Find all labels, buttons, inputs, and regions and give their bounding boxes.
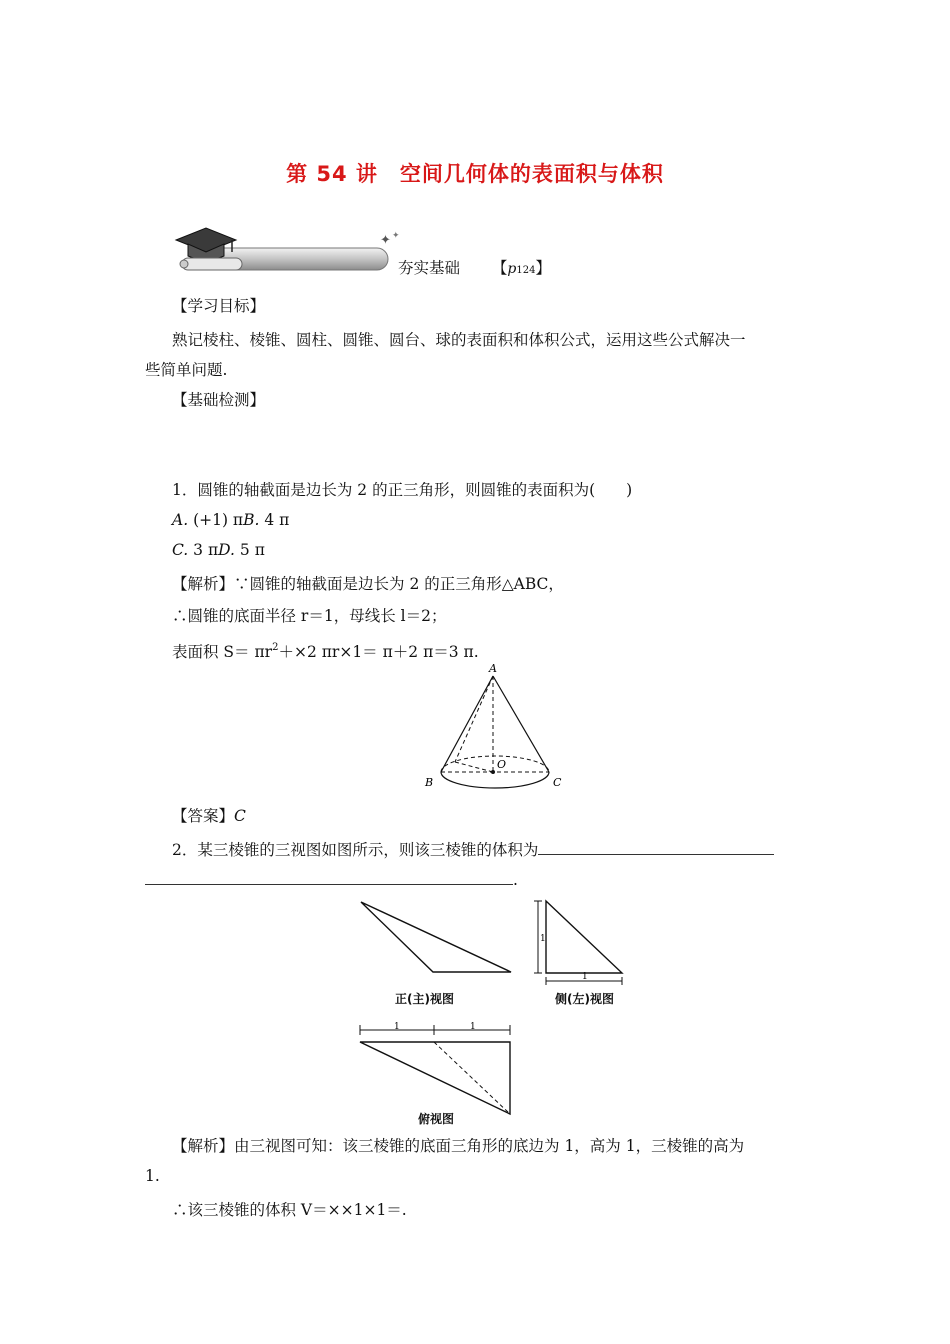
page-title: 第 54 讲 空间几何体的表面积与体积 bbox=[286, 162, 664, 186]
page-ref-close: 】 bbox=[535, 259, 551, 277]
goals-body-line1: 熟记棱柱、棱锥、圆柱、圆锥、圆台、球的表面积和体积公式，运用这些公式解决一 bbox=[172, 331, 746, 349]
q1-analysis-text3a: 表面积 S＝ πr bbox=[172, 643, 273, 661]
top-view-caption: 俯视图 bbox=[418, 1112, 455, 1126]
q1-analysis-label: 【解析】 bbox=[172, 575, 235, 593]
q1-analysis-line3 bbox=[172, 638, 479, 662]
q2-analysis-line1 bbox=[172, 1136, 744, 1156]
vertex-label-a: A bbox=[489, 662, 497, 675]
side-view-caption: 侧(左)视图 bbox=[555, 992, 614, 1006]
q1-options-ab bbox=[172, 510, 289, 530]
section-heading-test: 【基础检测】 bbox=[172, 391, 266, 409]
q1-option-a-text: (+1) π bbox=[193, 511, 244, 529]
q2-analysis-text1: 由三视图可知：该三棱锥的底面三角形的底边为 1，高为 1，三棱锥的高为 bbox=[234, 1137, 745, 1155]
cone-base-front bbox=[441, 772, 549, 788]
q1-answer-label: 【答案】 bbox=[172, 807, 235, 825]
q1-option-a-label: A. bbox=[172, 511, 189, 529]
q2-stem-line bbox=[172, 840, 774, 860]
top-view-dim-label-left: 1 bbox=[394, 1022, 400, 1032]
banner-label: 夯实基础 bbox=[398, 259, 461, 277]
q1-option-c-text: 3 π bbox=[193, 541, 219, 559]
goals-body-line2: 些简单问题. bbox=[145, 361, 228, 379]
section-heading-goals: 【学习目标】 bbox=[172, 297, 266, 315]
cone-edge-ab bbox=[441, 676, 493, 772]
side-view-triangle bbox=[546, 901, 622, 973]
q1-analysis-line1 bbox=[172, 574, 564, 594]
q2-analysis-line2: 1. bbox=[145, 1167, 160, 1185]
q1-answer bbox=[172, 806, 246, 826]
q1-analysis-text3b: ＋×2 πr×1＝ π＋2 π＝3 π. bbox=[278, 643, 479, 661]
q2-answer-blank-2[interactable] bbox=[145, 870, 513, 885]
cone-radius-back bbox=[455, 762, 493, 772]
q2-stem-end: . bbox=[513, 871, 518, 889]
q1-analysis-sup: 2 bbox=[272, 642, 279, 653]
top-view-hidden-edge bbox=[434, 1042, 510, 1114]
q1-option-d-label: D. bbox=[218, 541, 235, 559]
cone-center-point bbox=[491, 770, 495, 774]
cone-slant-dashed bbox=[455, 676, 493, 762]
q2-stem-line2 bbox=[145, 870, 518, 890]
top-view-dim-label-right: 1 bbox=[470, 1022, 476, 1032]
q1-options-cd bbox=[172, 540, 265, 560]
section-banner bbox=[172, 222, 592, 278]
top-view-triangle bbox=[360, 1042, 510, 1114]
side-view-height-label: 1 bbox=[540, 934, 546, 944]
q1-option-d-text: 5 π bbox=[239, 541, 265, 559]
q2-answer-blank-1[interactable] bbox=[538, 840, 774, 855]
q1-option-b-text: 4 π bbox=[264, 511, 290, 529]
q1-analysis-text1: ∵圆锥的轴截面是边长为 2 的正三角形△ABC， bbox=[234, 575, 564, 593]
vertex-label-c: C bbox=[553, 776, 562, 789]
q2-analysis-label: 【解析】 bbox=[172, 1137, 235, 1155]
top-view-figure bbox=[352, 1022, 520, 1122]
side-view-width-label: 1 bbox=[582, 972, 588, 982]
front-view-caption: 正(主)视图 bbox=[395, 992, 454, 1006]
cone-base-back bbox=[441, 756, 549, 772]
q1-option-c-label: C. bbox=[172, 541, 189, 559]
page-ref-p: p bbox=[507, 261, 517, 277]
front-view-triangle bbox=[361, 902, 511, 972]
svg-text:✦: ✦ bbox=[392, 231, 400, 241]
front-view-figure bbox=[355, 896, 520, 976]
q1-stem: 1．圆锥的轴截面是边长为 2 的正三角形，则圆锥的表面积为( ) bbox=[172, 481, 633, 499]
q1-option-b-label: B. bbox=[243, 511, 260, 529]
q1-answer-value: C bbox=[234, 807, 246, 825]
page-ref-open: 【 bbox=[491, 259, 508, 277]
side-view-figure bbox=[530, 895, 630, 987]
page-ref-number: 124 bbox=[516, 265, 536, 276]
q2-stem: 2．某三棱锥的三视图如图所示，则该三棱锥的体积为 bbox=[172, 841, 539, 859]
q2-analysis-line3: ∴该三棱锥的体积 V＝××1×1＝. bbox=[172, 1201, 407, 1219]
center-label-o: O bbox=[497, 758, 507, 771]
graduation-cap-icon bbox=[172, 222, 402, 278]
cone-figure bbox=[415, 662, 575, 802]
svg-text:✦: ✦ bbox=[380, 233, 391, 248]
q1-analysis-line2: ∴圆锥的底面半径 r＝1，母线长 l＝2； bbox=[172, 607, 447, 625]
vertex-label-b: B bbox=[425, 776, 434, 789]
